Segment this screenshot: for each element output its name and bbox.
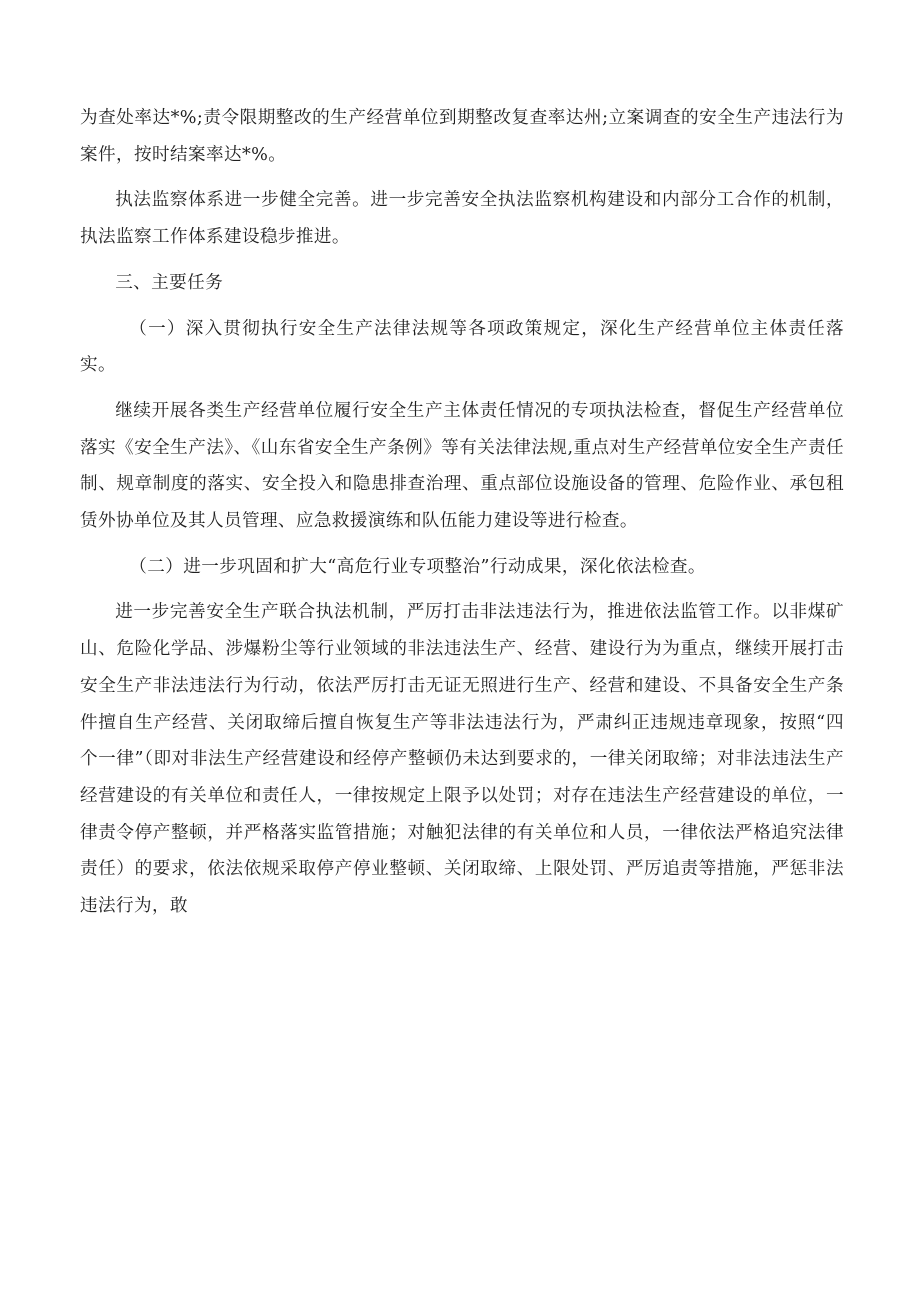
document-body xyxy=(80,100,844,934)
paragraph-continuation: 为查处率达*%;责令限期整改的生产经营单位到期整改复查率达州;立案调查的安全生产违法行为案件，按时结案率达*%。 xyxy=(80,108,844,165)
paragraph-joint-enforcement: 进一步完善安全生产联合执法机制，严厉打击非法违法行为，推进依法监管工作。以非煤矿山、危险化学品、涉爆粉尘等行业领域的非法违法生产、经营、建设行为为重点，继续开展打击安全生产非法违法行为行动，依法严厉打击无证无照进行生产、经营和建设、不具备安全生产条件擅自生产经营、关闭取缔后擅自恢复生产等非法违法行为，严肃纠正违规违章现象，按照“四个一律”（即对非法生产经营建设和经停产整顿仍未达到要求的，一律关闭取缔；对非法违法生产经营建设的有关单位和责任人，一律按规定上限予以处罚；对存在违法生产经营建设的单位，一律责令停产整顿，并严格落实监管措施；对触犯法律的有关单位和人员，一律依法严格追究法律责任）的要求，依法依规采取停产停业整顿、关闭取缔、上限处罚、严厉追责等措施，严惩非法违法行为，敢 xyxy=(80,602,844,917)
subheading-1: （一）深入贯彻执行安全生产法律法规等各项政策规定，深化生产经营单位主体责任落实。 xyxy=(80,318,844,376)
subheading-2: （二）进一步巩固和扩大“高危行业专项整治”行动成果，深化依法检查。 xyxy=(129,556,706,577)
section-heading-main-tasks: 三、主要任务 xyxy=(115,272,224,293)
paragraph-special-inspection: 继续开展各类生产经营单位履行安全生产主体责任情况的专项执法检查，督促生产经营单位落实《安全生产法》、《山东省安全生产条例》等有关法律法规,重点对生产经营单位安全生产责任制、规章制度的落实、安全投入和隐患排查治理、重点部位设施设备的管理、危险作业、承包租赁外协单位及其人员管理、应急救援演练和队伍能力建设等进行检查。 xyxy=(80,400,844,532)
paragraph-enforcement-system: 执法监察体系进一步健全完善。进一步完善安全执法监察机构建设和内部分工合作的机制，执法监察工作体系建设稳步推进。 xyxy=(80,190,844,248)
